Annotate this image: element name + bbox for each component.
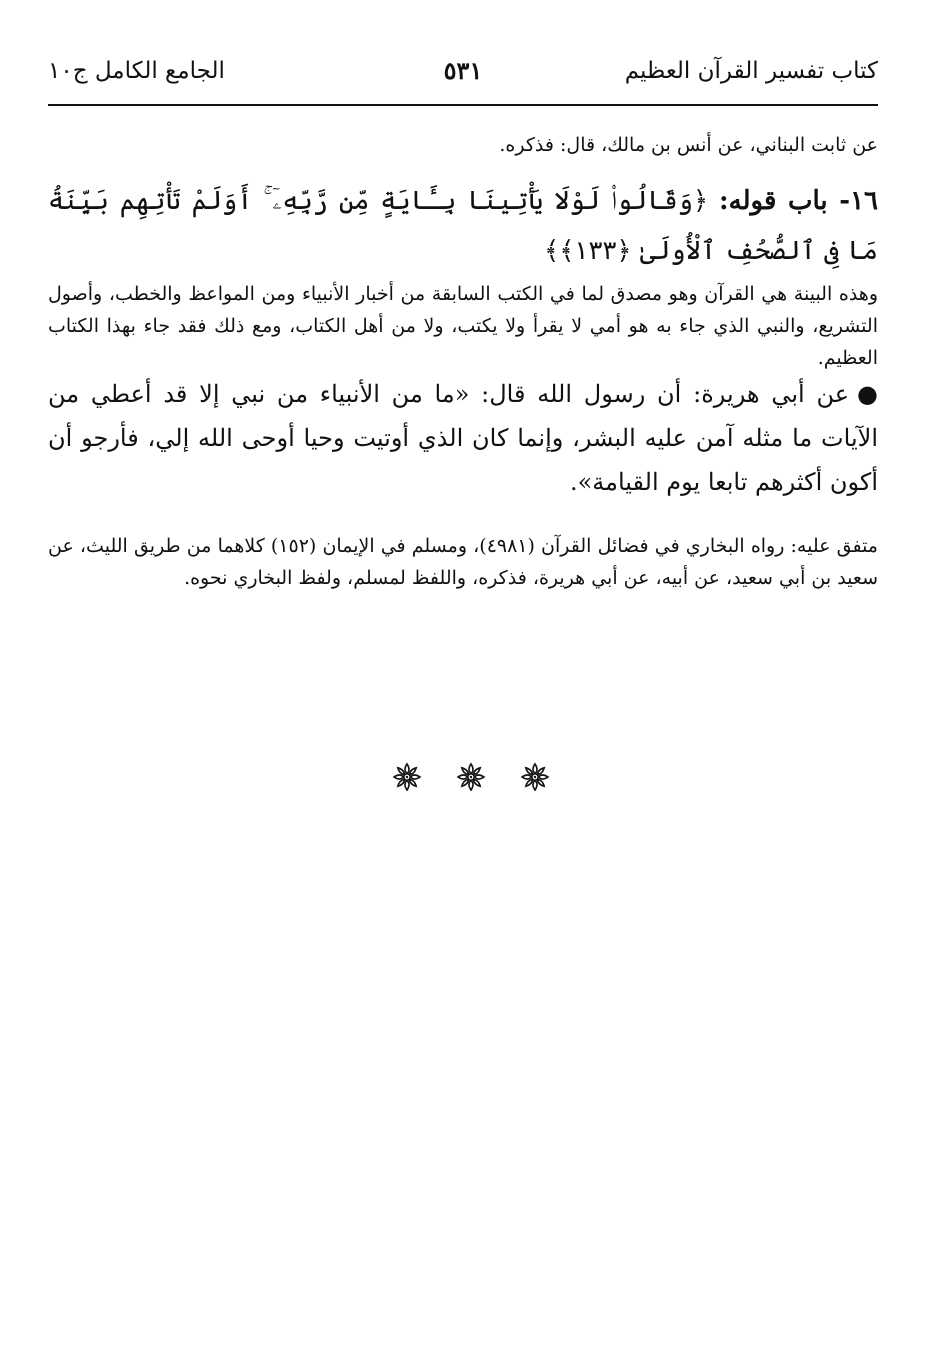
volume-label: الجامع الكامل ج١٠ <box>48 58 225 84</box>
quran-verse: ﴿وَقَالُوا۟ لَوْلَا يَأْتِينَا بِـَٔايَةٍ مِّن رَّبِّهِۦٓ ۚ أَوَلَمْ تَأْتِهِم بَيِّنَةُ مَا فِى ٱلصُّحُفِ ٱلْأُولَىٰ ﴿١٣٣﴾﴾ <box>48 186 878 266</box>
page-number: ٥٣١ <box>443 56 483 85</box>
running-title: كتاب تفسير القرآن العظيم <box>624 58 878 84</box>
chapter-label: ١٦- باب قوله: <box>719 186 879 216</box>
page-header <box>48 58 878 98</box>
flower-ornament-icon <box>392 762 422 792</box>
flower-ornament-icon <box>456 762 486 792</box>
hadith-paragraph <box>48 372 878 504</box>
sanad-paragraph: عن ثابت البناني، عن أنس بن مالك، قال: فذكره. <box>499 134 878 156</box>
header-divider <box>48 104 878 106</box>
takhrij-paragraph: متفق عليه: رواه البخاري في فضائل القرآن (٤٩٨١)، ومسلم في الإيمان (١٥٢) كلاهما من طريق الليث، عن سعيد بن أبي سعيد، عن أبيه، عن أبي هريرة، فذكره، واللفظ لمسلم، ولفظ البخاري نحوه. <box>48 535 878 589</box>
bullet-icon: ● <box>857 380 878 408</box>
section-end-ornaments <box>0 762 942 792</box>
flower-ornament-icon <box>520 762 550 792</box>
commentary-paragraph: وهذه البينة هي القرآن وهو مصدق لما في الكتب السابقة من أخبار الأنبياء ومن المواعظ والخطب، وأصول التشريع، والنبي الذي جاء به هو أمي لا يقرأ ولا يكتب، ولا من أهل الكتاب، ومع ذلك فقد جاء بهذا الكتاب العظيم. <box>48 283 878 369</box>
hadith-text: عن أبي هريرة: أن رسول الله قال: «ما من الأنبياء من نبي إلا قد أعطي من الآيات ما مثله آمن عليه البشر، وإنما كان الذي أوتيت وحيا أوحى الله إلي، فأرجو أن أكون أكثرهم تابعا يوم القيامة». <box>48 380 878 496</box>
chapter-heading <box>48 176 878 276</box>
